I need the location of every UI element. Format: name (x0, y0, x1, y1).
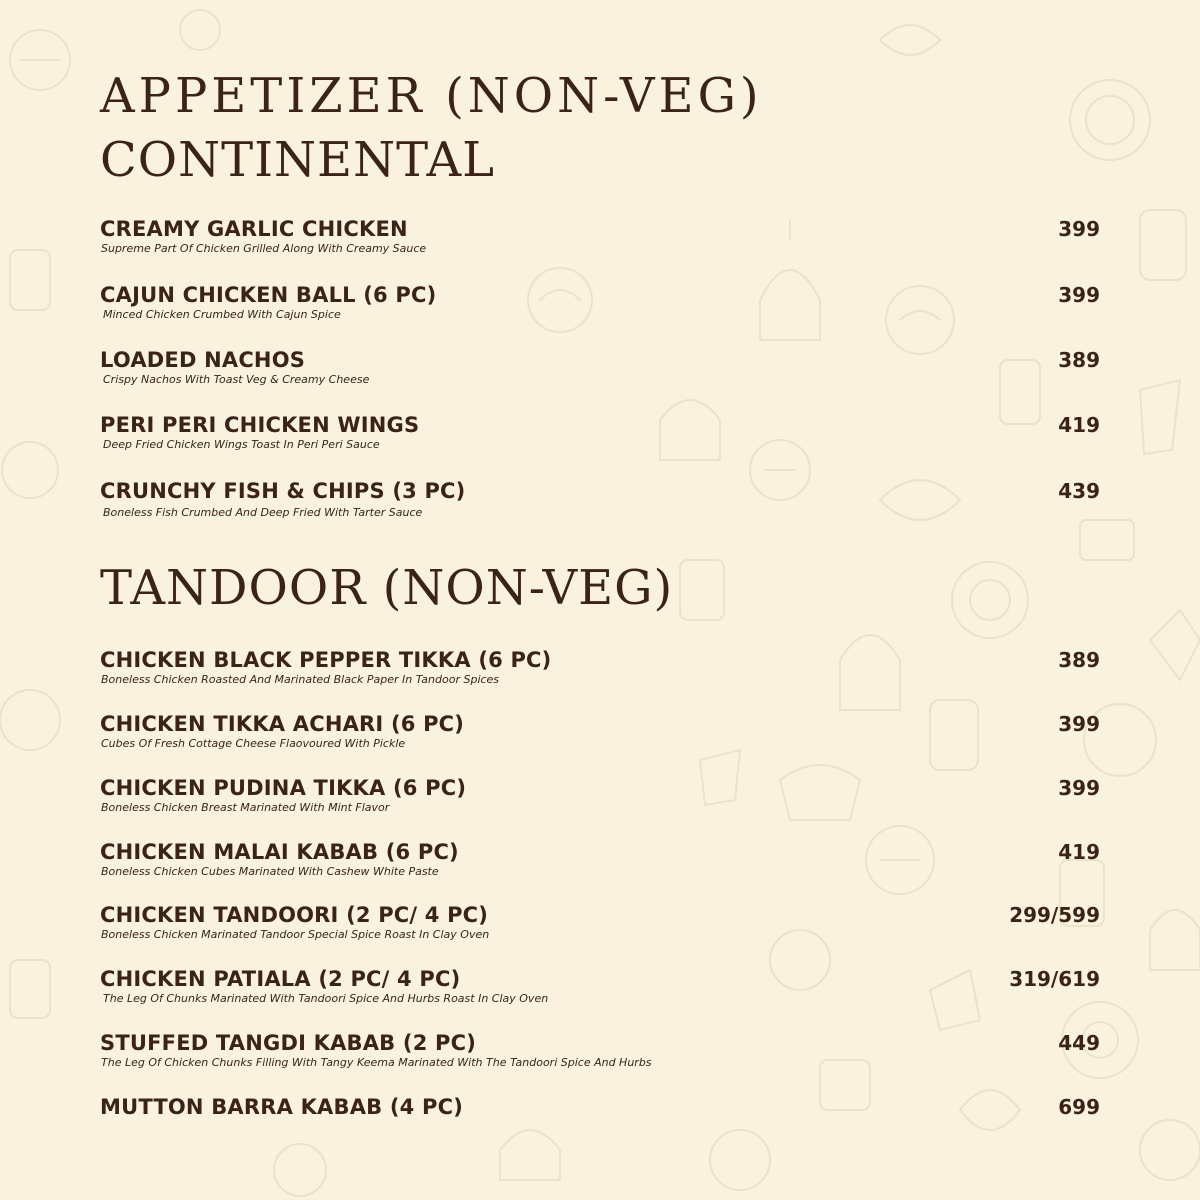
item-name: CHICKEN PATIALA (2 PC/ 4 PC) (100, 967, 461, 991)
item-price: 389 (1058, 348, 1100, 372)
item-name: CHICKEN TIKKA ACHARI (6 PC) (100, 712, 465, 736)
menu-item (100, 412, 1100, 456)
item-description: Supreme Part Of Chicken Grilled Along With Creamy Sauce (101, 242, 427, 255)
section-subtitle-continental: CONTINENTAL (100, 132, 496, 188)
menu-item (100, 966, 1100, 1010)
item-name: CHICKEN TANDOORI (2 PC/ 4 PC) (100, 903, 489, 927)
section-title-appetizer: APPETIZER (NON-VEG) (100, 68, 763, 124)
item-price: 399 (1058, 712, 1100, 736)
menu-item (100, 711, 1100, 755)
item-price: 399 (1058, 283, 1100, 307)
menu-item (100, 1094, 1100, 1138)
item-price: 419 (1058, 413, 1100, 437)
item-name: CHICKEN PUDINA TIKKA (6 PC) (100, 776, 467, 800)
item-name: CREAMY GARLIC CHICKEN (100, 217, 408, 241)
menu-item (100, 1030, 1100, 1074)
menu-item (100, 478, 1100, 522)
item-name: MUTTON BARRA KABAB (4 PC) (100, 1095, 464, 1119)
item-name: CHICKEN BLACK PEPPER TIKKA (6 PC) (100, 648, 552, 672)
item-price: 699 (1058, 1095, 1100, 1119)
item-name: CRUNCHY FISH & CHIPS (3 PC) (100, 479, 466, 503)
item-description: Boneless Fish Crumbed And Deep Fried With Tarter Sauce (103, 506, 423, 519)
item-description: Cubes Of Fresh Cottage Cheese Flaovoured With Pickle (101, 737, 406, 750)
item-price: 439 (1058, 479, 1100, 503)
menu-item (100, 839, 1100, 883)
item-description: Deep Fried Chicken Wings Toast In Peri Peri Sauce (103, 438, 380, 451)
item-description: Boneless Chicken Breast Marinated With Mint Flavor (101, 801, 390, 814)
item-price: 299/599 (1009, 903, 1100, 927)
menu-item (100, 647, 1100, 691)
menu-item (100, 775, 1100, 819)
item-description: Boneless Chicken Marinated Tandoor Special Spice Roast In Clay Oven (101, 928, 490, 941)
item-description: The Leg Of Chunks Marinated With Tandoori Spice And Hurbs Roast In Clay Oven (103, 992, 549, 1005)
item-price: 419 (1058, 840, 1100, 864)
item-name: CAJUN CHICKEN BALL (6 PC) (100, 283, 437, 307)
section-title-tandoor: TANDOOR (NON-VEG) (100, 560, 674, 616)
item-price: 449 (1058, 1031, 1100, 1055)
menu-item (100, 347, 1100, 391)
item-name: CHICKEN MALAI KABAB (6 PC) (100, 840, 459, 864)
menu-item (100, 282, 1100, 326)
item-name: PERI PERI CHICKEN WINGS (100, 413, 420, 437)
item-description: Minced Chicken Crumbed With Cajun Spice (103, 308, 341, 321)
item-description: Crispy Nachos With Toast Veg & Creamy Cheese (103, 373, 370, 386)
menu-item (100, 902, 1100, 946)
item-price: 399 (1058, 217, 1100, 241)
item-price: 399 (1058, 776, 1100, 800)
item-description: The Leg Of Chicken Chunks Filling With Tangy Keema Marinated With The Tandoori Spice And Hurbs (101, 1056, 652, 1069)
menu-item (100, 216, 1100, 260)
item-price: 389 (1058, 648, 1100, 672)
item-name: LOADED NACHOS (100, 348, 306, 372)
item-name: STUFFED TANGDI KABAB (2 PC) (100, 1031, 477, 1055)
item-description: Boneless Chicken Roasted And Marinated Black Paper In Tandoor Spices (101, 673, 500, 686)
item-price: 319/619 (1009, 967, 1100, 991)
item-description: Boneless Chicken Cubes Marinated With Cashew White Paste (101, 865, 439, 878)
